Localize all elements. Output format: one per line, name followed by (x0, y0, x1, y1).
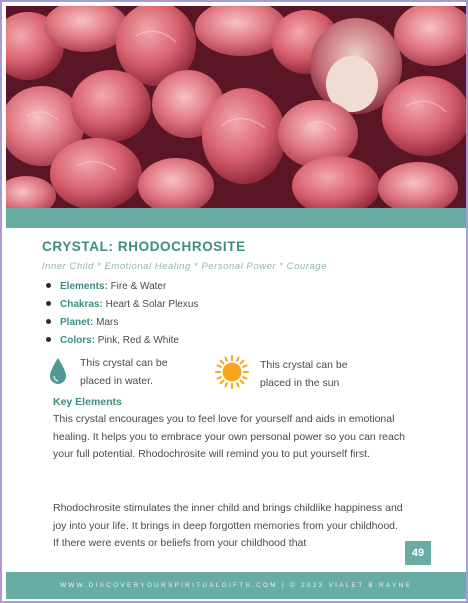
key-elements-paragraph-1: This crystal encourages you to feel love for yourself and aids in emotional healing. It helps you to embrace your own personal power so you can reach your full potential. Rhodochrosite will remind you to put yourself first. (53, 413, 405, 461)
property-label: Chakras: (60, 299, 103, 310)
property-elements (46, 278, 198, 296)
property-label: Colors: (60, 335, 95, 346)
bullet-icon (46, 319, 51, 324)
page-number: 49 (405, 541, 431, 565)
sun-icon (214, 354, 250, 395)
header-band (6, 208, 466, 228)
property-planet (46, 314, 198, 332)
property-value: Heart & Solar Plexus (102, 299, 199, 310)
sun-care-text: This crystal can be placed in the sun (260, 359, 348, 389)
property-chakras (46, 296, 198, 314)
property-label: Planet: (60, 317, 94, 328)
property-value: Pink, Red & White (95, 335, 179, 346)
property-colors (46, 332, 198, 350)
property-value: Fire & Water (107, 281, 167, 292)
key-elements-paragraph-2: Rhodochrosite stimulates the inner child and brings childlike happiness and joy into your life. It brings in deep forgotten memories from your childhood. If there were events or beliefs from your childhood that (53, 502, 403, 550)
properties-list (46, 278, 198, 350)
water-care-text: This crystal can be placed in water. (80, 357, 168, 387)
footer-credit: WWW.DISCOVERYOURSPIRITUALGIFTS.COM | © 2023 VIALET B RAYNE (6, 572, 466, 599)
bullet-icon (46, 337, 51, 342)
property-label: Elements: (60, 281, 108, 292)
water-drop-icon (49, 357, 67, 390)
bullet-icon (46, 283, 51, 288)
key-elements-heading: Key Elements (53, 396, 122, 408)
crystal-photo (6, 6, 466, 208)
property-value: Mars (93, 317, 119, 328)
crystal-tagline: Inner Child * Emotional Healing * Personal Power * Courage (42, 261, 327, 272)
page-title: CRYSTAL: RHODOCHROSITE (42, 239, 246, 254)
bullet-icon (46, 301, 51, 306)
